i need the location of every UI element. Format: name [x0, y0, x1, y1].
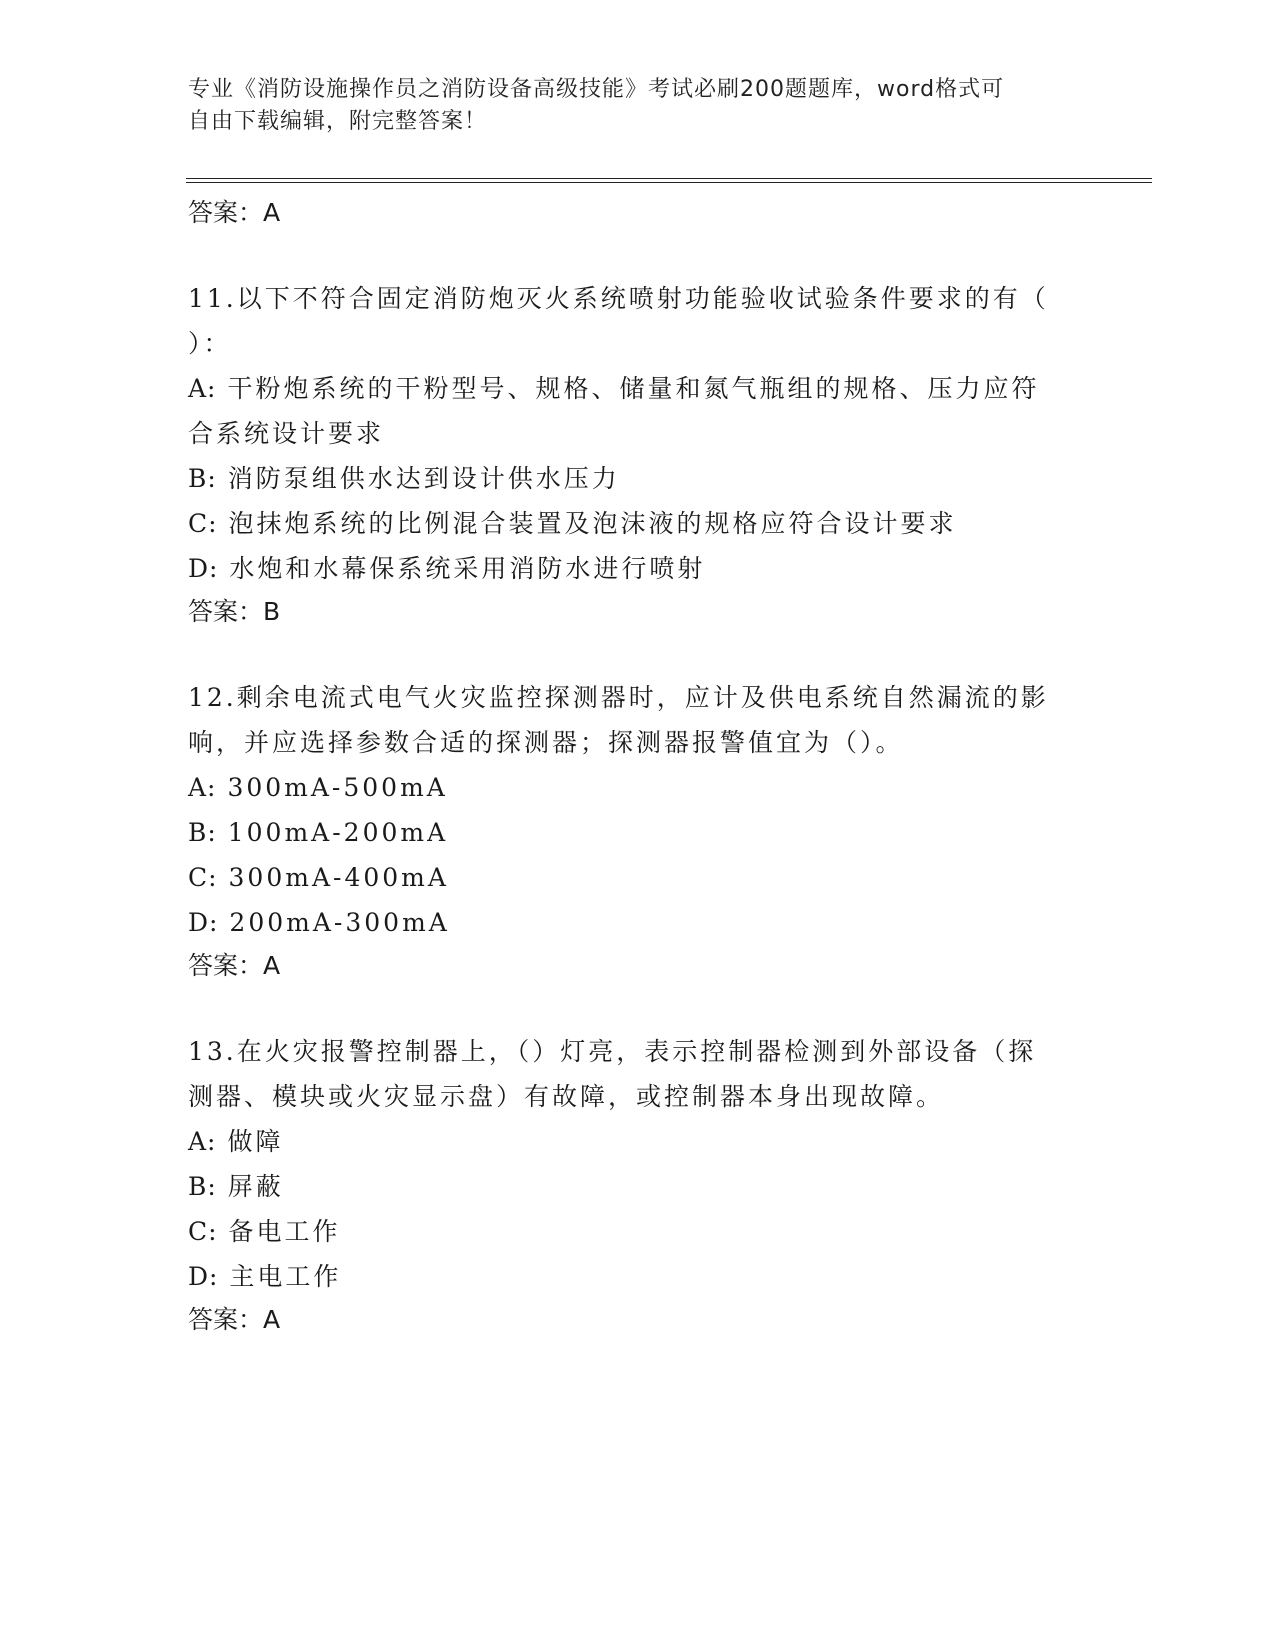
answer-prefix: 答案： [188, 1305, 264, 1334]
option-d [188, 1254, 1088, 1299]
option-text: 200mA-300mA [229, 908, 450, 937]
option-text: 干粉炮系统的干粉型号、规格、储量和氮气瓶组的规格、压力应符 [227, 374, 1040, 403]
answer-value: A [263, 198, 281, 227]
option-b [188, 810, 1088, 855]
option-label: A: [188, 374, 217, 403]
option-label: B: [188, 818, 217, 847]
question-12 [188, 675, 1088, 987]
option-text: 100mA-200mA [227, 818, 449, 847]
question-stem [188, 1029, 1088, 1119]
answer-line [188, 1299, 1088, 1341]
option-text: 消防泵组供水达到设计供水压力 [227, 464, 620, 493]
header-rule-top [186, 178, 1152, 180]
option-label: C: [188, 863, 218, 892]
option-c [188, 501, 1088, 546]
option-label: B: [188, 464, 217, 493]
option-text: 泡抹炮系统的比例混合装置及泡沫液的规格应符合设计要求 [228, 509, 957, 538]
option-b [188, 1164, 1088, 1209]
answer-line [188, 945, 1088, 987]
question-stem [188, 675, 1088, 765]
answer-prefix: 答案： [188, 198, 264, 227]
option-text: 屏蔽 [227, 1172, 284, 1201]
answer-value: A [263, 951, 281, 980]
option-label: C: [188, 509, 218, 538]
option-label: D: [188, 908, 219, 937]
option-label: C: [188, 1217, 218, 1246]
answer-line [188, 591, 1088, 633]
answer-value: A [263, 1305, 281, 1334]
answer-value: B [263, 597, 281, 626]
option-text-continued: 合系统设计要求 [188, 419, 385, 448]
option-text: 300mA-400mA [228, 863, 449, 892]
option-text: 主电工作 [229, 1262, 342, 1291]
option-label: D: [188, 554, 219, 583]
answer-prefix: 答案： [188, 951, 264, 980]
header-line-2: 自由下载编辑，附完整答案！ [188, 109, 488, 134]
option-a [188, 1119, 1088, 1164]
question-13 [188, 1029, 1088, 1341]
option-text: 水炮和水幕保系统采用消防水进行喷射 [229, 554, 706, 583]
header-line-1: 专业《消防设施操作员之消防设备高级技能》考试必刷200题题库，word格式可 [188, 77, 1005, 102]
previous-answer [188, 192, 1088, 234]
question-stem-line: ）： [188, 329, 232, 358]
option-c [188, 1209, 1088, 1254]
option-b [188, 456, 1088, 501]
question-stem-line: 响，并应选择参数合适的探测器；探测器报警值宜为（）。 [188, 728, 904, 757]
option-c [188, 855, 1088, 900]
option-a [188, 366, 1088, 456]
question-stem-line: 13.在火灾报警控制器上，（）灯亮，表示控制器检测到外部设备（探 [188, 1037, 1037, 1066]
option-text: 300mA-500mA [227, 773, 448, 802]
question-stem-line: 测器、模块或火灾显示盘）有故障，或控制器本身出现故障。 [188, 1082, 945, 1111]
option-label: B: [188, 1172, 217, 1201]
option-text: 做障 [227, 1127, 284, 1156]
option-label: D: [188, 1262, 219, 1291]
question-11 [188, 276, 1088, 633]
question-stem-line: 12.剩余电流式电气火灾监控探测器时，应计及供电系统自然漏流的影 [188, 683, 1049, 712]
option-text: 备电工作 [228, 1217, 341, 1246]
question-stem-line: 11.以下不符合固定消防炮灭火系统喷射功能验收试验条件要求的有（ [188, 284, 1049, 313]
page-header [188, 74, 1068, 138]
option-label: A: [188, 1127, 217, 1156]
option-d [188, 546, 1088, 591]
document-content [188, 192, 1088, 1341]
option-d [188, 900, 1088, 945]
header-rule-bottom [186, 182, 1152, 184]
question-stem [188, 276, 1088, 366]
option-label: A: [188, 773, 217, 802]
option-a [188, 765, 1088, 810]
answer-prefix: 答案： [188, 597, 264, 626]
